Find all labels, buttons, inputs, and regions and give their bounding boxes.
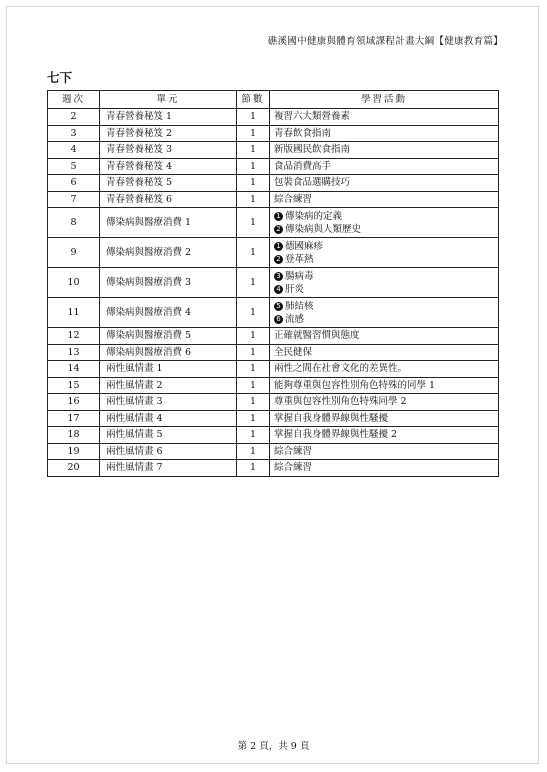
week-cell: 20: [48, 460, 100, 477]
activities-cell: [270, 344, 499, 361]
week-cell: 10: [48, 268, 100, 298]
sessions-cell: 1: [237, 268, 270, 298]
week-cell: 19: [48, 443, 100, 460]
activity-item: [274, 143, 494, 156]
activity-item: [274, 362, 494, 375]
unit-cell: 兩性風情畫 4: [100, 410, 237, 427]
sessions-cell: 1: [237, 191, 270, 208]
sessions-cell: 1: [237, 361, 270, 378]
page-number: 第 2 頁，共 9 頁: [237, 741, 310, 752]
unit-cell: 傳染病與醫療消費 4: [100, 298, 237, 328]
activity-text: 複習六大類營養素: [274, 111, 351, 123]
table-row: [48, 109, 499, 126]
circled-number-icon: 1: [274, 242, 283, 251]
table-row: [48, 427, 499, 444]
activities-cell: [270, 208, 499, 238]
table-body: [48, 109, 499, 477]
activity-item: [274, 395, 494, 408]
sessions-cell: 1: [237, 208, 270, 238]
week-cell: 3: [48, 125, 100, 142]
activity-text: 傳染病的定義: [285, 210, 343, 222]
unit-cell: 青春營養秘笈 4: [100, 158, 237, 175]
activities-cell: [270, 460, 499, 477]
table-row: [48, 410, 499, 427]
activity-item: [274, 283, 494, 296]
sessions-cell: 1: [237, 158, 270, 175]
activities-cell: [270, 175, 499, 192]
unit-cell: 傳染病與醫療消費 6: [100, 344, 237, 361]
unit-cell: 青春營養秘笈 2: [100, 125, 237, 142]
activity-text: 肺結核: [285, 300, 314, 312]
table-row: [48, 191, 499, 208]
activity-item: [274, 445, 494, 458]
activities-cell: [270, 158, 499, 175]
unit-cell: 兩性風情畫 5: [100, 427, 237, 444]
table-row: [48, 298, 499, 328]
week-cell: 16: [48, 394, 100, 411]
activity-item: [274, 428, 494, 441]
activity-text: 腸病毒: [285, 270, 314, 282]
document-header: 礁溪國中健康與體育領域課程計畫大綱【健康教育篇】: [267, 36, 503, 47]
week-cell: 7: [48, 191, 100, 208]
week-cell: 5: [48, 158, 100, 175]
section-title: 七下: [47, 70, 73, 85]
table-row: [48, 175, 499, 192]
unit-cell: 青春營養秘笈 6: [100, 191, 237, 208]
unit-cell: 青春營養秘笈 1: [100, 109, 237, 126]
activity-item: [274, 461, 494, 474]
table-row: [48, 125, 499, 142]
activity-text: 肝炎: [285, 283, 305, 295]
activities-cell: [270, 377, 499, 394]
sessions-cell: 1: [237, 377, 270, 394]
activity-item: [274, 193, 494, 206]
activity-text: 能夠尊重與包容性別角色特殊的同學 1: [274, 379, 436, 391]
activity-item: [274, 300, 494, 313]
week-cell: 15: [48, 377, 100, 394]
activity-text: 傳染病與人類歷史: [285, 223, 362, 235]
table-row: [48, 158, 499, 175]
circled-number-icon: 2: [274, 255, 283, 264]
unit-cell: 傳染病與醫療消費 5: [100, 328, 237, 345]
activity-text: 兩性之間在社會文化的差異性。: [274, 363, 408, 375]
activity-text: 全民健保: [274, 346, 313, 358]
activities-cell: [270, 238, 499, 268]
activities-cell: [270, 427, 499, 444]
table-header-row: [48, 91, 499, 109]
circled-number-icon: 5: [274, 302, 283, 311]
activity-item: [274, 412, 494, 425]
week-cell: 2: [48, 109, 100, 126]
activity-item: [274, 160, 494, 173]
circled-number-icon: 3: [274, 272, 283, 281]
unit-cell: 兩性風情畫 3: [100, 394, 237, 411]
activity-text: 包裝食品選購技巧: [274, 177, 351, 189]
sessions-cell: 1: [237, 238, 270, 268]
activity-text: 尊重與包容性別角色特殊同學 2: [274, 396, 407, 408]
sessions-cell: 1: [237, 427, 270, 444]
table-row: [48, 394, 499, 411]
activity-text: 綜合練習: [274, 445, 313, 457]
activity-text: 正確就醫習慣與態度: [274, 330, 360, 342]
activities-cell: [270, 191, 499, 208]
activity-text: 流感: [285, 313, 305, 325]
activities-cell: [270, 109, 499, 126]
week-cell: 17: [48, 410, 100, 427]
sessions-cell: 1: [237, 443, 270, 460]
sessions-cell: 1: [237, 298, 270, 328]
table-row: [48, 142, 499, 159]
activity-item: [274, 346, 494, 359]
sessions-cell: 1: [237, 142, 270, 159]
circled-number-icon: 2: [274, 225, 283, 234]
unit-cell: 兩性風情畫 7: [100, 460, 237, 477]
sessions-cell: 1: [237, 460, 270, 477]
curriculum-table: [47, 90, 499, 477]
unit-cell: 傳染病與醫療消費 3: [100, 268, 237, 298]
week-cell: 6: [48, 175, 100, 192]
sessions-cell: 1: [237, 328, 270, 345]
activities-cell: [270, 361, 499, 378]
activities-cell: [270, 443, 499, 460]
column-header-sessions: 節數: [237, 91, 270, 109]
activity-item: [274, 240, 494, 253]
circled-number-icon: 6: [274, 315, 283, 324]
unit-cell: 兩性風情畫 2: [100, 377, 237, 394]
activity-item: [274, 253, 494, 266]
activities-cell: [270, 394, 499, 411]
activities-cell: [270, 268, 499, 298]
circled-number-icon: 4: [274, 285, 283, 294]
table-row: [48, 460, 499, 477]
activity-text: 綜合練習: [274, 462, 313, 474]
activity-item: [274, 176, 494, 189]
table-row: [48, 328, 499, 345]
column-header-activities: 學習活動: [270, 91, 499, 109]
activity-text: 登革熱: [285, 253, 314, 265]
activities-cell: [270, 410, 499, 427]
week-cell: 11: [48, 298, 100, 328]
table-row: [48, 268, 499, 298]
activity-text: 德國麻疹: [285, 240, 324, 252]
week-cell: 4: [48, 142, 100, 159]
activity-item: [274, 329, 494, 342]
table-row: [48, 443, 499, 460]
unit-cell: 傳染病與醫療消費 2: [100, 238, 237, 268]
column-header-week: 週次: [48, 91, 100, 109]
sessions-cell: 1: [237, 410, 270, 427]
activities-cell: [270, 298, 499, 328]
activity-item: [274, 210, 494, 223]
sessions-cell: 1: [237, 394, 270, 411]
activity-item: [274, 270, 494, 283]
activity-item: [274, 110, 494, 123]
activity-text: 青春飲食指南: [274, 127, 332, 139]
activity-text: 新版國民飲食指南: [274, 144, 351, 156]
unit-cell: 兩性風情畫 6: [100, 443, 237, 460]
activity-text: 掌握自我身體界線與性騷擾 2: [274, 429, 398, 441]
table-row: [48, 238, 499, 268]
week-cell: 12: [48, 328, 100, 345]
table-row: [48, 361, 499, 378]
activities-cell: [270, 125, 499, 142]
activity-item: [274, 379, 494, 392]
week-cell: 18: [48, 427, 100, 444]
activities-cell: [270, 328, 499, 345]
unit-cell: 青春營養秘笈 3: [100, 142, 237, 159]
unit-cell: 兩性風情畫 1: [100, 361, 237, 378]
sessions-cell: 1: [237, 175, 270, 192]
unit-cell: 青春營養秘笈 5: [100, 175, 237, 192]
activity-text: 掌握自我身體界線與性騷擾: [274, 412, 389, 424]
week-cell: 8: [48, 208, 100, 238]
sessions-cell: 1: [237, 344, 270, 361]
activity-text: 綜合練習: [274, 193, 313, 205]
activities-cell: [270, 142, 499, 159]
activity-item: [274, 223, 494, 236]
circled-number-icon: 1: [274, 212, 283, 221]
table-row: [48, 377, 499, 394]
week-cell: 9: [48, 238, 100, 268]
activity-item: [274, 313, 494, 326]
activity-text: 食品消費高手: [274, 160, 332, 172]
week-cell: 13: [48, 344, 100, 361]
table-row: [48, 344, 499, 361]
activity-item: [274, 127, 494, 140]
sessions-cell: 1: [237, 125, 270, 142]
table-row: [48, 208, 499, 238]
unit-cell: 傳染病與醫療消費 1: [100, 208, 237, 238]
sessions-cell: 1: [237, 109, 270, 126]
week-cell: 14: [48, 361, 100, 378]
column-header-unit: 單元: [100, 91, 237, 109]
